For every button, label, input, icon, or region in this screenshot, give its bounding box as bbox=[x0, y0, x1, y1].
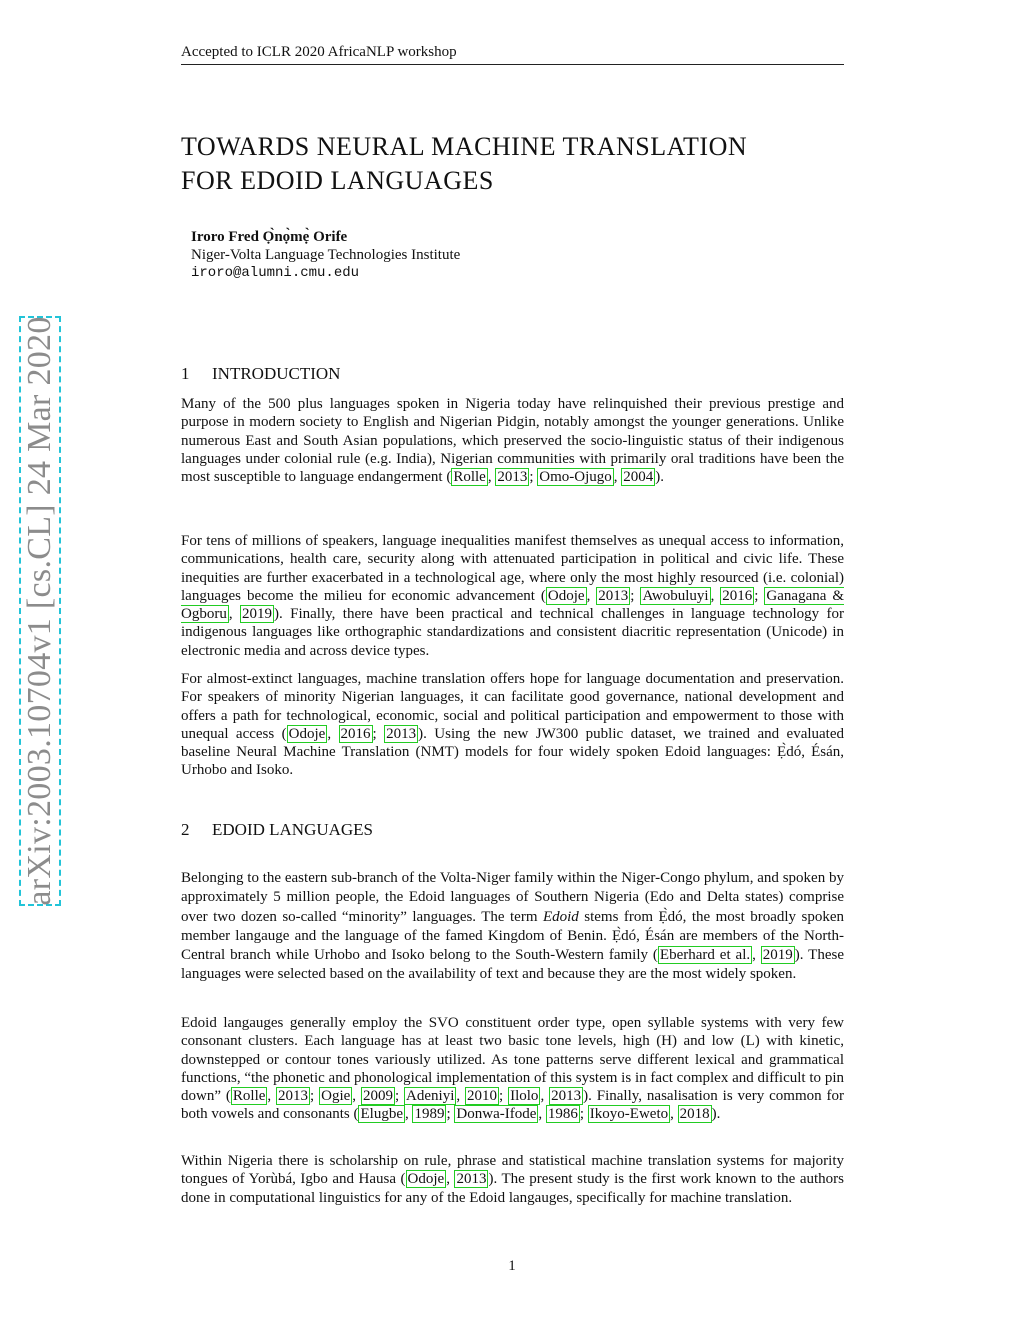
citation-link[interactable]: 2013 bbox=[278, 1088, 309, 1105]
citation-link[interactable]: 2013 bbox=[551, 1088, 582, 1105]
citation-link[interactable]: Adeniyi bbox=[406, 1088, 455, 1105]
citation-link[interactable]: 2010 bbox=[467, 1088, 498, 1105]
citation-link[interactable]: Donwa-Ifode bbox=[456, 1106, 537, 1123]
section-number: 1 bbox=[181, 364, 190, 383]
citation-link[interactable]: Ogie bbox=[321, 1088, 351, 1105]
citation-link[interactable]: Odoje bbox=[288, 725, 326, 742]
emphasis: Edoid bbox=[542, 908, 579, 925]
citation-link[interactable]: 2009 bbox=[362, 1088, 393, 1105]
paragraph: Within Nigeria there is scholarship on rule, phrase and statistical machine translation systems for majority tongues of Yorùbá, Igbo and Hausa ( Odoje , 2013 ). The present study is the first work known to the authors done in computational linguistics for any of the Edoid langauges, specifically for machine translation. bbox=[181, 1153, 845, 1206]
citation-link[interactable]: Rolle bbox=[453, 469, 486, 486]
paragraph: Edoid langauges generally employ the SVO constituent order type, open syllable systems with very few consonant clusters. Each language has at least two basic tone levels, high (H) and low (L) with kinetic, downstepped or contour tones variously utilized. As tone patterns serve different lexical and grammatical functions, “the phonetic and phonological implementation of this system is in fact complex and difficult to pin down” ( Rolle , 2013 ; Ogie , 2009 ; Adeniyi , 2010 ; Ilolo , 2013 ). Finally, nasalisation is very common for both vowels and consonants ( Elugbe , 1989 ; Donwa-Ifode , 1986 ; Ikoyo-Eweto , 2018 ). bbox=[181, 1015, 844, 1123]
citation-link[interactable]: Awobuluyi bbox=[642, 587, 709, 604]
citation-link[interactable]: 2016 bbox=[340, 725, 371, 742]
citation-link[interactable]: Omo-Ojugo bbox=[539, 469, 612, 486]
citation-link[interactable]: 2013 bbox=[497, 469, 528, 486]
citation-link[interactable]: Eberhard et al. bbox=[659, 947, 751, 964]
citation-link[interactable]: 2019 bbox=[762, 947, 793, 964]
author-name: Iroro Fred Ọ̀nọ̀mẹ̀ Orife bbox=[191, 229, 348, 245]
section-number: 2 bbox=[181, 820, 190, 839]
citation-link[interactable]: 2018 bbox=[679, 1106, 710, 1123]
citation-link[interactable]: Elugbe bbox=[360, 1106, 403, 1123]
paragraph: For tens of millions of speakers, language inequalities manifest themselves as unequal access to information, communications, health care, security along with attenuated participation in political and civic life. These inequities are further exacerbated in a technological age, where only the most highly resourced (i.e. colonial) languages become the milieu for economic advancement ( Odoje , 2013 ; Awobuluyi , 2016 ; Ganagana & Ogboru , 2019 ). Finally, there have been practical and technical challenges in language technology for indigenous languages like orthographic standardizations and consistent diacritic representation (Unicode) in electronic media and across device types. bbox=[181, 533, 845, 659]
section-heading-edoid-languages bbox=[181, 820, 373, 840]
citation-link[interactable]: 1989 bbox=[414, 1106, 445, 1123]
section-heading-introduction bbox=[181, 364, 340, 384]
citation-link[interactable]: Ilolo bbox=[510, 1088, 539, 1105]
title-line-1: TOWARDS NEURAL MACHINE TRANSLATION bbox=[181, 132, 748, 161]
citation-link[interactable]: 2016 bbox=[722, 587, 753, 604]
paragraph: Many of the 500 plus languages spoken in Nigeria today have relinquished their previous prestige and purpose in modern society to English and Nigerian Pidgin, notably amongst the younger generations. Unlike numerous East and South Asian populations, which preserved the socio-linguistic status of their indigenous languages under colonial rule (e.g. India), Nigerian communities with primarily oral traditions have been the most susceptible to language endangerment ( Rolle , 2013 ; Omo-Ojugo , 2004 ). bbox=[181, 396, 844, 486]
paper-title bbox=[181, 130, 844, 198]
author-institute: Niger-Volta Language Technologies Institute bbox=[191, 247, 461, 263]
author-block bbox=[191, 228, 460, 282]
citation-link[interactable]: Odoje bbox=[547, 587, 585, 604]
arxiv-stamp-text: arXiv:2003.10704v1 [cs.CL] 24 Mar 2020 bbox=[21, 316, 58, 906]
section-title: EDOID LANGUAGES bbox=[212, 820, 374, 839]
page-number: 1 bbox=[508, 1258, 516, 1274]
citation-link[interactable]: 2019 bbox=[241, 606, 272, 623]
citation-link[interactable]: Odoje bbox=[407, 1171, 445, 1188]
paragraph: For almost-extinct languages, machine translation offers hope for language documentation and preservation. For speakers of minority Nigerian languages, it can facilitate good governance, national development and offers a path for technological, economic, social and political participation and empowerment to those with unequal access ( Odoje , 2016 ; 2013 ). Using the new JW300 public dataset, we trained and evaluated baseline Neural Machine Translation (NMT) models for four widely spoken Edoid languages: Ẹ̀dó, Ésán, Urhobo and Isoko. bbox=[181, 671, 844, 779]
title-line-2: FOR EDOID LANGUAGES bbox=[181, 166, 494, 195]
citation-link[interactable]: 2004 bbox=[623, 469, 654, 486]
citation-link[interactable]: 2013 bbox=[456, 1171, 487, 1188]
arxiv-stamp[interactable] bbox=[19, 316, 61, 906]
author-email[interactable]: iroro@alumni.cmu.edu bbox=[191, 265, 360, 281]
citation-link[interactable]: 1986 bbox=[547, 1106, 578, 1123]
header-rule bbox=[181, 64, 844, 65]
paragraph: Belonging to the eastern sub-branch of the Volta-Niger family within the Niger-Congo phylum, and spoken by approximately 5 million people, the Edoid languages of Southern Nigeria (Edo and Delta states) comprise over two dozen so-called “minority” languages. The term Edoid stems from Ẹ̀dó, the most broadly spoken member langauge and the language of the famed Kingdom of Benin. Ẹ̀dó, Ésán are members of the North-Central branch while Urhobo and Isoko belong to the South-Western family ( Eberhard et al. , 2019 ). These languages were selected based on the availability of text and because they are the most widely spoken. bbox=[181, 870, 845, 983]
citation-link[interactable]: Rolle bbox=[232, 1088, 266, 1105]
citation-link[interactable]: Ganagana & Ogboru bbox=[181, 587, 845, 623]
running-header: Accepted to ICLR 2020 AfricaNLP workshop bbox=[181, 44, 457, 60]
section-title: INTRODUCTION bbox=[212, 364, 341, 383]
citation-link[interactable]: 2013 bbox=[598, 587, 629, 604]
citation-link[interactable]: 2013 bbox=[386, 725, 417, 742]
citation-link[interactable]: Ikoyo-Eweto bbox=[589, 1106, 669, 1123]
